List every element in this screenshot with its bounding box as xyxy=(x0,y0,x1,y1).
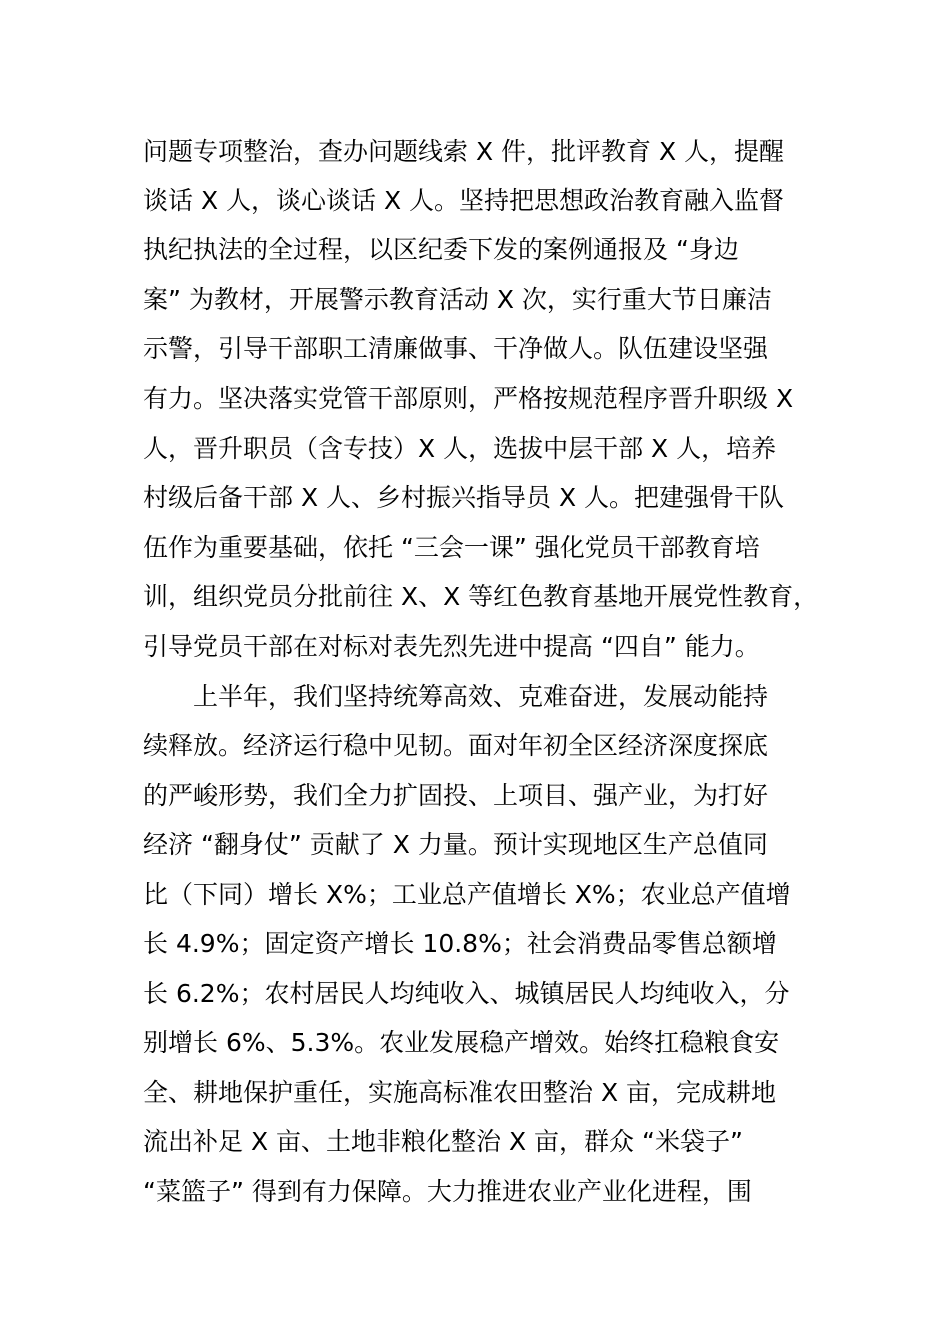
text-line: 别增长 6%、5.3%。农业发展稳产增效。始终扛稳粮食安 xyxy=(143,1028,780,1057)
text-line: 引导党员干部在对标对表先烈先进中提高 “四自” 能力。 xyxy=(143,632,760,661)
text-line: 示警，引导干部职工清廉做事、干净做人。队伍建设坚强 xyxy=(143,334,769,363)
text-line: 长 6.2%；农村居民人均纯收入、城镇居民人均纯收入，分 xyxy=(143,979,790,1008)
text-line: 的严峻形势，我们全力扩固投、上项目、强产业，为打好 xyxy=(143,781,769,810)
text-line: “菜篮子” 得到有力保障。大力推进农业产业化进程，围 xyxy=(143,1177,752,1206)
text-line: 案” 为教材，开展警示教育活动 X 次，实行重大节日廉洁 xyxy=(143,285,772,314)
text-line: 人，晋升职员（含专技）X 人，选拔中层干部 X 人，培养 xyxy=(143,434,777,463)
text-line: 比（下同）增长 X%；工业总产值增长 X%；农业总产值增 xyxy=(143,880,791,909)
text-line: 训，组织党员分批前往 X、X 等红色教育基地开展党性教育， xyxy=(143,582,819,611)
text-line: 问题专项整治，查办问题线索 X 件，批评教育 X 人，提醒 xyxy=(143,137,785,166)
text-line: 长 4.9%；固定资产增长 10.8%；社会消费品零售总额增 xyxy=(143,929,777,958)
text-line: 有力。坚决落实党管干部原则，严格按规范程序晋升职级 X xyxy=(143,384,794,413)
text-line: 上半年，我们坚持统筹高效、克难奋进，发展动能持 xyxy=(193,682,769,711)
text-line: 执纪执法的全过程，以区纪委下发的案例通报及 “身边 xyxy=(143,235,739,264)
text-line: 伍作为重要基础，依托 “三会一课” 强化党员干部教育培 xyxy=(143,533,760,562)
text-line: 村级后备干部 X 人、乡村振兴指导员 X 人。把建强骨干队 xyxy=(143,483,785,512)
text-line: 经济 “翻身仗” 贡献了 X 力量。预计实现地区生产总值同 xyxy=(143,830,768,859)
text-line: 续释放。经济运行稳中见韧。面对年初全区经济深度探底 xyxy=(143,731,769,760)
text-line: 全、耕地保护重任，实施高标准农田整治 X 亩，完成耕地 xyxy=(143,1078,777,1107)
text-line: 流出补足 X 亩、土地非粮化整治 X 亩，群众 “米袋子” xyxy=(143,1127,743,1156)
text-line: 谈话 X 人，谈心谈话 X 人。坚持把思想政治教育融入监督 xyxy=(143,186,785,215)
